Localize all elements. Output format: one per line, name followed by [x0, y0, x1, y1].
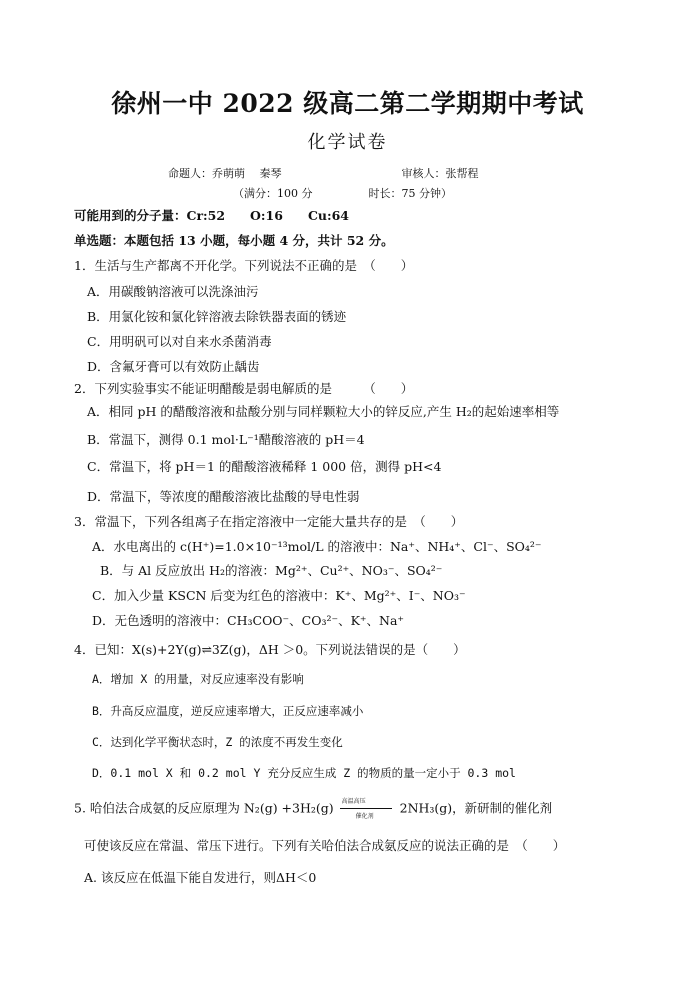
q4-stem: 4．已知：X(s)+2Y(g)⇌3Z(g)，ΔH ＞0。下列说法错误的是（ ）	[74, 642, 466, 657]
duration: 时长：75 分钟）	[368, 187, 452, 200]
q4-option-d: D．0.1 mol X 和 0.2 mol Y 充分反应生成 Z 的物质的量一定小于 0.3 mol	[92, 766, 516, 780]
q1-option-d: D．含氟牙膏可以有效防止龋齿	[87, 359, 260, 374]
full-score: （满分：100 分	[233, 187, 313, 200]
q3-option-d: D．无色透明的溶液中：CH₃COO⁻、CO₃²⁻、K⁺、Na⁺	[92, 613, 405, 628]
exam-subtitle: 化学试卷	[307, 132, 388, 153]
q5-stem-post: 2NH₃(g)，新研制的催化剂	[399, 800, 553, 816]
author-line	[168, 165, 479, 181]
score-line	[233, 185, 452, 201]
q3-stem: 3．常温下，下列各组离子在指定溶液中一定能大量共存的是 （ ）	[74, 514, 464, 529]
q5-stem-line1	[74, 798, 552, 820]
q5-stem-pre: 5. 哈伯法合成氨的反应原理为 N₂(g) +3H₂(g)	[74, 800, 334, 816]
reviewer: 审核人：张帮程	[401, 167, 479, 180]
q3-option-b: B．与 Al 反应放出 H₂的溶液：Mg²⁺、Cu²⁺、NO₃⁻、SO₄²⁻	[100, 563, 443, 578]
exam-title: 徐州一中 2022 级高二第二学期期中考试	[111, 89, 584, 118]
molar-mass-note: 可能用到的分子量：Cr:52 O:16 Cu:64	[74, 208, 349, 223]
q4-option-b: B．升高反应温度，逆反应速率增大，正反应速率减小	[92, 704, 364, 718]
arrow-condition-top: 高温高压	[341, 798, 366, 805]
q1-option-b: B．用氯化铵和氯化锌溶液去除铁器表面的锈迹	[87, 309, 347, 324]
section-header: 单选题：本题包括 13 小题，每小题 4 分，共计 52 分。	[74, 233, 394, 248]
q4-option-a: A．增加 X 的用量，对反应速率没有影响	[92, 672, 304, 686]
q3-option-c: C．加入少量 KSCN 后变为红色的溶液中：K⁺、Mg²⁺、I⁻、NO₃⁻	[92, 588, 466, 603]
q1-stem: 1．生活与生产都离不开化学。下列说法不正确的是 （ ）	[74, 258, 414, 273]
q5-stem-line2: 可使该反应在常温、常压下进行。下列有关哈伯法合成氨反应的说法正确的是 （ ）	[84, 838, 566, 853]
q1-option-a: A．用碳酸钠溶液可以洗涤油污	[87, 284, 259, 299]
q2-option-c: C．常温下，将 pH＝1 的醋酸溶液稀释 1 000 倍，测得 pH<4	[87, 459, 442, 474]
q2-stem: 2．下列实验事实不能证明醋酸是弱电解质的是 （ ）	[74, 381, 414, 396]
reversible-arrow-icon	[338, 798, 396, 820]
q2-option-a: A．相同 pH 的醋酸溶液和盐酸分别与同样颗粒大小的锌反应,产生 H₂的起始速率相等	[87, 404, 560, 419]
authors: 命题人：乔萌萌 秦琴	[168, 167, 282, 180]
q3-option-a: A．水电离出的 c(H⁺)=1.0×10⁻¹³mol/L 的溶液中：Na⁺、NH₄⁺、Cl⁻、SO₄²⁻	[92, 539, 542, 554]
q5-option-a: A. 该反应在低温下能自发进行，则ΔH＜0	[84, 870, 317, 885]
q2-option-d: D．常温下，等浓度的醋酸溶液比盐酸的导电性弱	[87, 489, 360, 504]
arrow-line	[340, 808, 392, 809]
q2-option-b: B．常温下，测得 0.1 mol·L⁻¹醋酸溶液的 pH＝4	[87, 432, 365, 447]
q1-option-c: C．用明矾可以对自来水杀菌消毒	[87, 334, 272, 349]
arrow-condition-bottom: 催化剂	[355, 813, 374, 820]
q4-option-c: C．达到化学平衡状态时，Z 的浓度不再发生变化	[92, 735, 343, 749]
